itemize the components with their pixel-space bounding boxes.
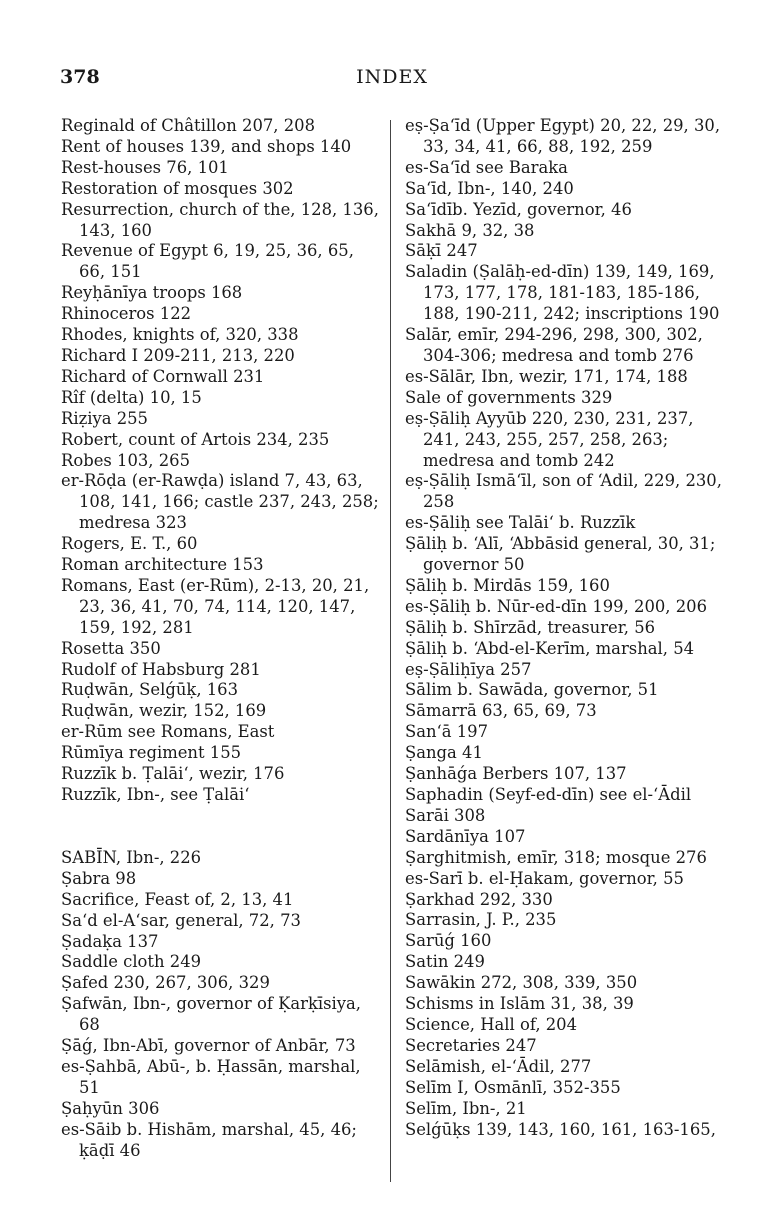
index-entry: Ruzzīk, Ibn-, see Ṭalāi‘ (61, 785, 250, 804)
index-entry: Ṣarkhad 292, 330 (405, 889, 553, 909)
index-entry: Ṣāliḥ b. Mirdās 159, 160 (405, 575, 610, 595)
index-entry: Rhodes, knights of, 320, 338 (61, 325, 299, 345)
index-entry: Secretaries 247 (405, 1035, 537, 1055)
index-entry: Restoration of mosques 302 (61, 178, 294, 198)
index-entry: Sarāi 308 (405, 805, 486, 825)
index-entry: Robert, count of Artois 234, 235 (61, 429, 330, 449)
index-entry: Ṣanhāǵa Berbers 107, 137 (405, 764, 627, 784)
index-entry: es-Ṣāliḥ see Talāi‘ b. Ruzzīk (405, 513, 636, 533)
index-entry: Sacrifice, Feast of, 2, 13, 41 (61, 889, 294, 909)
index-entry: Roman architecture 153 (61, 555, 264, 575)
index-entry: eṣ-Ṣāliḥ Ayyūb 220, 230, 231, 237, 241, 243, 255, 257, 258, 263; medresa and tomb 242 (405, 408, 699, 470)
index-entry: Rudolf of Habsburg 281 (61, 659, 261, 679)
index-entry: Ṣāliḥ b. ‘Alī, ‘Abbāsid general, 30, 31; governor 50 (405, 534, 721, 575)
index-entry: Ṣāǵ, Ibn-Abī, governor of Anbār, 73 (61, 1036, 356, 1056)
index-entry: Saphadin (Seyf-ed-dīn) see el-‘Ādil (405, 785, 692, 804)
index-entry: Ṣadaḳa 137 (61, 931, 159, 951)
index-entry: Sāḳī 247 (405, 241, 478, 261)
index-entry: Selīm, Ibn-, 21 (405, 1098, 527, 1118)
index-entry: Sardānīya 107 (405, 826, 526, 846)
index-entry: Rogers, E. T., 60 (61, 534, 198, 554)
index-entry: Ruḍwān, Selǵūḳ, 163 (61, 680, 239, 700)
index-entry: Ruzzīk b. Ṭalāi‘, wezir, 176 (61, 764, 285, 784)
index-entry: Rent of houses 139, and shops 140 (61, 136, 352, 156)
index-entry: Rest-houses 76, 101 (61, 157, 229, 177)
index-entry: Sa‘d el-A‘sar, general, 72, 73 (61, 910, 301, 930)
index-entry: eṣ-Ṣa‘īd (Upper Egypt) 20, 22, 29, 30, 33, 34, 41, 66, 88, 192, 259 (405, 116, 726, 156)
index-entry: Romans, East (er-Rūm), 2-13, 20, 21, 23, 36, 41, 70, 74, 114, 120, 147, 159, 192, 281 (61, 575, 375, 637)
index-entry: Ṣanga 41 (405, 743, 483, 763)
index-entry: Science, Hall of, 204 (405, 1014, 578, 1034)
index-entry: eṣ-Ṣāliḥīya 257 (405, 659, 532, 679)
index-entry: Rîf (delta) 10, 15 (61, 387, 202, 407)
index-entry: Revenue of Egypt 6, 19, 25, 36, 65, 66, 151 (61, 241, 360, 282)
index-entry: Selǵūḳs 139, 143, 160, 161, 163-165, (405, 1119, 716, 1139)
section-gap (61, 806, 379, 848)
index-entry: Saladin (Ṣalāḥ-ed-dīn) 139, 149, 169, 173, 177, 178, 181-183, 185-186, 188, 190-211, 242; inscriptions 190 (405, 262, 720, 324)
index-entry: Rhinoceros 122 (61, 304, 192, 324)
index-entry: Ṣafwān, Ibn-, governor of Ḳarḳīsiya, 68 (61, 994, 367, 1035)
index-entry: Ṣarghitmish, emīr, 318; mosque 276 (405, 847, 707, 867)
index-entry: Ṣāliḥ b. Shīrzād, treasurer, 56 (405, 617, 656, 637)
index-entry: Ṣafed 230, 267, 306, 329 (61, 973, 270, 993)
index-entry: Ṣāliḥ b. ‘Abd-el-Kerīm, marshal, 54 (405, 638, 695, 658)
index-entry: Saddle cloth 249 (61, 952, 202, 972)
index-entry: Riẓiya 255 (61, 408, 148, 428)
index-entry: Richard I 209-211, 213, 220 (61, 345, 295, 365)
index-entry: Sawākin 272, 308, 339, 350 (405, 973, 638, 993)
index-entry: Reginald of Châtillon 207, 208 (61, 116, 315, 135)
index-entry: es-Sa‘īd see Baraka (405, 157, 568, 177)
index-entry: Sarrasin, J. P., 235 (405, 910, 557, 930)
page-header (60, 66, 724, 96)
page-number: 378 (60, 66, 100, 88)
index-entry: SABĪN, Ibn-, 226 (61, 847, 202, 867)
index-entry: Sakhā 9, 32, 38 (405, 220, 535, 240)
index-entry: Reyḥānīya troops 168 (61, 283, 243, 303)
column-divider (390, 120, 391, 1182)
index-entry: er-Rōḍa (er-Rawḍa) island 7, 43, 63, 108, 141, 166; castle 237, 243, 258; medresa 323 (61, 471, 384, 533)
index-entry: Sa‘īd, Ibn-, 140, 240 (405, 178, 574, 198)
index-column-left (61, 116, 385, 1162)
index-entry: Selīm I, Osmānlī, 352-355 (405, 1077, 621, 1097)
index-entry: Resurrection, church of the, 128, 136, 143, 160 (61, 199, 385, 240)
index-entry: Ṣabra 98 (61, 868, 137, 888)
index-entry: es-Ṣahbā, Abū-, b. Ḥassān, marshal, 51 (61, 1056, 366, 1097)
index-entry: Rosetta 350 (61, 638, 161, 658)
index-entry: Ṣaḥyūn 306 (61, 1098, 160, 1118)
index-entry: es-Sarī b. el-Ḥakam, governor, 55 (405, 868, 684, 888)
index-column-right (405, 116, 727, 1140)
index-entry: er-Rūm see Romans, East (61, 722, 275, 742)
index-entry: Robes 103, 265 (61, 450, 191, 470)
index-entry: eṣ-Ṣāliḥ Ismā‘īl, son of ‘Adil, 229, 230, 258 (405, 471, 728, 512)
index-entry: Salār, emīr, 294-296, 298, 300, 302, 304-306; medresa and tomb 276 (405, 325, 709, 365)
index-entry: Sāmarrā 63, 65, 69, 73 (405, 701, 597, 721)
index-entry: es-Sālār, Ibn, wezir, 171, 174, 188 (405, 366, 688, 386)
index-entry: San‘ā 197 (405, 722, 489, 742)
index-entry: Sale of governments 329 (405, 387, 613, 407)
index-entry: es-Ṣāliḥ b. Nūr-ed-dīn 199, 200, 206 (405, 596, 708, 616)
index-entry: Selāmish, el-‘Ādil, 277 (405, 1056, 592, 1076)
index-entry: Ruḍwān, wezir, 152, 169 (61, 701, 267, 721)
index-entry: es-Sāib b. Hishām, marshal, 45, 46; ḳāḍī 46 (61, 1119, 363, 1160)
index-entry: Schisms in Islām 31, 38, 39 (405, 994, 634, 1014)
index-entry: Rūmīya regiment 155 (61, 743, 242, 763)
index-entry: Satin 249 (405, 952, 485, 972)
running-head: INDEX (356, 66, 428, 88)
index-entry: Sarūǵ 160 (405, 931, 492, 951)
index-entry: Sālim b. Sawāda, governor, 51 (405, 680, 659, 700)
index-entry: Sa‘īdīb. Yezīd, governor, 46 (405, 199, 632, 219)
index-entry: Richard of Cornwall 231 (61, 366, 265, 386)
